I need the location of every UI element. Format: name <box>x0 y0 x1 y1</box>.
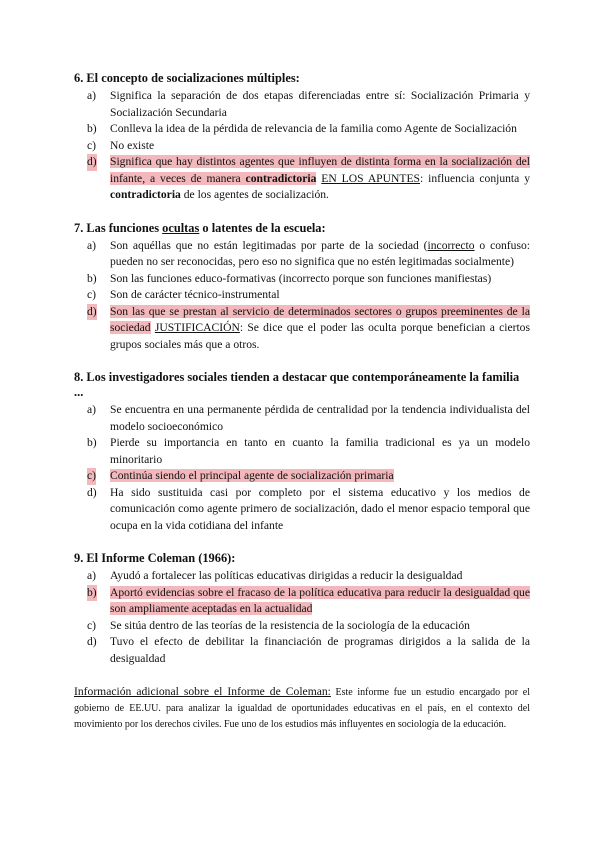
additional-info <box>74 684 530 733</box>
option-text: Significa la separación de dos etapas diferenciadas entre sí: Socialización Primaria y Socialización Secundaria <box>110 89 530 119</box>
additional-info-label: Información adicional sobre el Informe de Coleman: <box>74 685 331 698</box>
option-letter: a) <box>87 238 97 252</box>
option-d-correct <box>74 304 530 354</box>
note-text: : Se dice que el poder las oculta porque benefician a ciertos grupos sociales más que a otros. <box>110 321 530 351</box>
highlighted-answer: Continúa siendo el principal agente de socialización primaria <box>110 469 394 482</box>
option-b <box>74 435 530 468</box>
note-label: JUSTIFICACIÓN <box>154 321 240 334</box>
answer-text: Significa que hay distintos agentes que influyen de distinta forma en la socialización del infante, a veces de manera <box>110 155 530 185</box>
option-text: No existe <box>110 138 155 152</box>
highlighted-answer: Aportó evidencias sobre el fracaso de la política educativa para reducir la desigualdad que son ampliamente aceptadas en la actualidad <box>110 585 530 615</box>
option-letter: c) <box>87 468 96 485</box>
additional-info-text: Este informe fue un estudio encargado por el gobierno de EE.UU. para analizar la igualdad de oportunidades educativas en el país, en el contexto del movimiento por los derechos civiles. Fue uno de los estudios más influyentes en sociología de la educación. <box>74 687 530 730</box>
options-list <box>74 238 530 354</box>
option-text: Se sitúa dentro de las teorías de la resistencia de la sociología de la educación <box>110 618 470 632</box>
answer-bold-text: contradictoria <box>245 171 317 185</box>
option-letter: d) <box>87 485 97 499</box>
option-letter: b) <box>87 122 97 135</box>
option-letter: b) <box>87 436 97 449</box>
option-text: Tuvo el efecto de debilitar la financiación de programas dirigidos a la salida de la desigualdad <box>110 635 530 665</box>
quiz-content <box>74 71 530 733</box>
option-b-correct <box>74 585 530 618</box>
option-text: Pierde su importancia en tanto en cuanto la familia tradicional es ya un modelo minoritario <box>110 436 530 466</box>
question-6 <box>74 71 530 204</box>
option-c <box>74 287 530 304</box>
option-letter: a) <box>87 569 97 582</box>
option-letter: c) <box>87 138 97 152</box>
question-8 <box>74 370 530 534</box>
option-b <box>74 121 530 138</box>
option-letter: a) <box>87 89 97 102</box>
option-a <box>74 402 530 435</box>
question-title: 7. Las funciones ocultas o latentes de la escuela: <box>74 220 326 235</box>
option-text: Conlleva la idea de la pérdida de relevancia de la familia como Agente de Socialización <box>110 122 517 135</box>
option-c <box>74 138 530 155</box>
highlighted-answer: Son las que se prestan al servicio de determinados sectores o grupos preeminentes de la sociedad <box>110 304 530 334</box>
option-text: Se encuentra en una permanente pérdida de centralidad por la tendencia individualista del modelo socioeconómico <box>110 403 530 433</box>
option-letter: c) <box>87 288 97 301</box>
option-d-correct <box>74 154 530 204</box>
note-bold-text: contradictoria <box>110 188 181 201</box>
option-text: Ayudó a fortalecer las políticas educativas dirigidas a reducir la desigualdad <box>110 569 463 582</box>
note-label: EN LOS APUNTES <box>321 171 420 185</box>
option-d <box>74 634 530 667</box>
option-letter: a) <box>87 403 97 416</box>
question-title: 6. El concepto de socializaciones múltiples: <box>74 71 300 85</box>
options-list <box>74 88 530 204</box>
note-text-rest: de los agentes de socialización. <box>180 188 329 201</box>
option-d <box>74 485 530 535</box>
option-a: a) Son aquéllas que no están legitimadas por parte de la sociedad (incorrecto o confuso: pueden no ser reconocidas, pero eso no significa que no estén legitimadas socialmente) <box>87 238 530 268</box>
note-text: : influencia conjunta y <box>420 171 530 185</box>
option-letter: b) <box>87 271 97 285</box>
option-c <box>74 618 530 635</box>
option-letter: c) <box>87 618 97 632</box>
option-text: Ha sido sustituida casi por completo por el sistema educativo y los medios de comunicación como agente primero de socialización, dado el menor espacio temporal que ocupa en la vida cotidiana del infante <box>110 485 530 532</box>
option-text: Son las funciones educo-formativas (incorrecto porque son funciones manifiestas) <box>110 271 492 285</box>
question-7 <box>74 221 530 354</box>
option-letter: d) <box>87 304 97 321</box>
option-c-correct <box>74 468 530 485</box>
question-title: 8. Los investigadores sociales tienden a destacar que contemporáneamente la familia ... <box>74 370 520 399</box>
option-a <box>74 88 530 121</box>
options-list <box>74 402 530 534</box>
options-list <box>74 568 530 667</box>
option-letter: b) <box>87 585 97 602</box>
option-text: Son de carácter técnico-instrumental <box>110 288 280 301</box>
option-letter: d) <box>87 635 97 648</box>
question-9 <box>74 551 530 667</box>
option-b <box>74 271 530 288</box>
option-a <box>74 568 530 585</box>
option-letter: d) <box>87 154 97 171</box>
question-title: 9. El Informe Coleman (1966): <box>74 551 236 565</box>
